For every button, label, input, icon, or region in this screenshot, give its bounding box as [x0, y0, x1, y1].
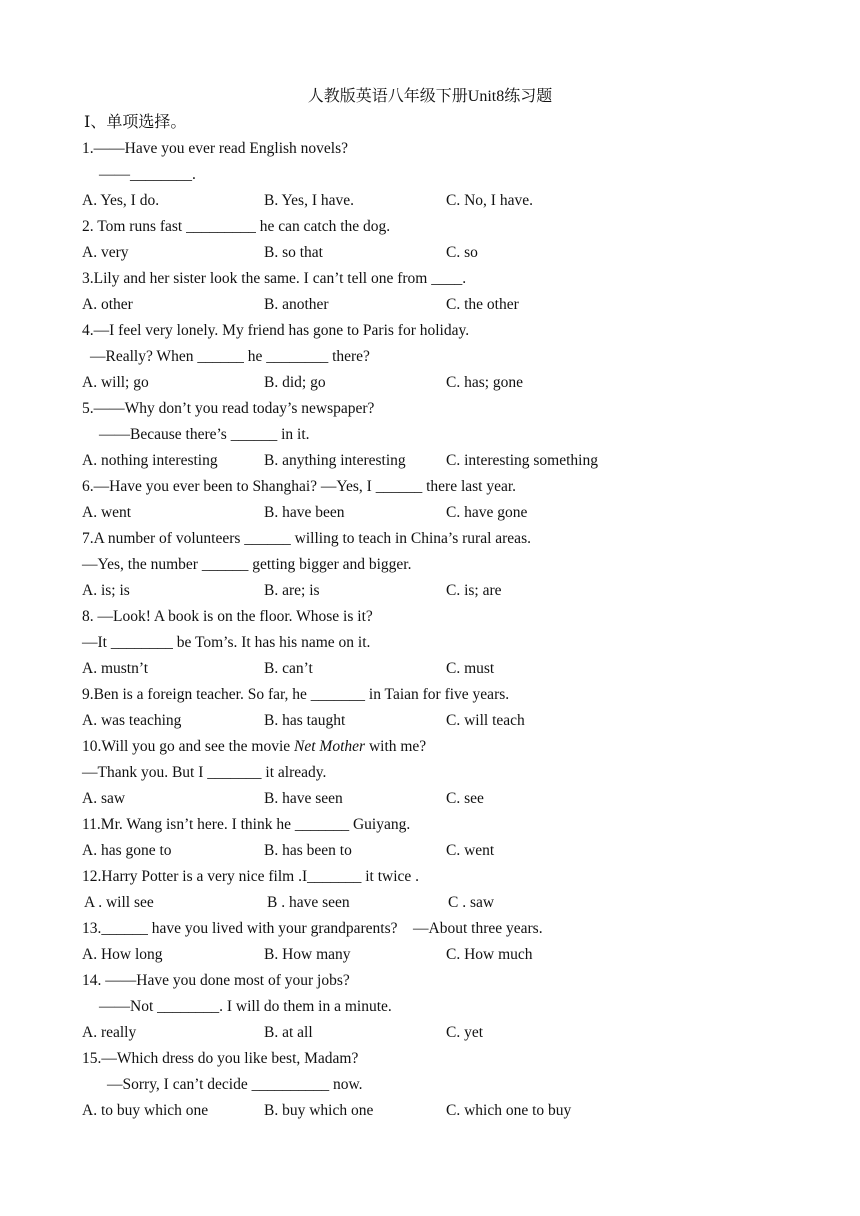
question-7-line-1: 7.A number of volunteers ______ willing to teach in China’s rural areas.	[82, 530, 531, 547]
question-5-line-2: ——Because there’s ______ in it.	[99, 426, 310, 443]
question-13-line-1: 13.______ have you lived with your grandparents? —About three years.	[82, 920, 543, 937]
question-10-option-b: B. have seen	[264, 790, 343, 807]
question-8-option-b: B. can’t	[264, 660, 313, 677]
question-8-line-1: 8. —Look! A book is on the floor. Whose is it?	[82, 608, 373, 625]
question-7-option-c: C. is; are	[446, 582, 502, 599]
question-9-option-c: C. will teach	[446, 712, 525, 729]
question-6-option-b: B. have been	[264, 504, 345, 521]
question-3-option-a: A. other	[82, 296, 133, 313]
question-2-line-1: 2. Tom runs fast _________ he can catch the dog.	[82, 218, 391, 235]
question-12-option-b: B . have seen	[267, 894, 350, 911]
question-2-option-b: B. so that	[264, 244, 323, 261]
question-14-line-2: ——Not ________. I will do them in a minute.	[99, 998, 392, 1015]
question-10-line-1-tail: with me?	[365, 738, 427, 755]
question-14-line-1: 14. ——Have you done most of your jobs?	[82, 972, 350, 989]
question-5-line-1: 5.——Why don’t you read today’s newspaper?	[82, 400, 375, 417]
question-5-option-b: B. anything interesting	[264, 452, 406, 469]
question-15-option-a: A. to buy which one	[82, 1102, 209, 1119]
question-14-option-c: C. yet	[446, 1024, 484, 1041]
question-6-option-a: A. went	[82, 504, 132, 521]
question-7-option-b: B. are; is	[264, 582, 320, 599]
question-4-line-1: 4.—I feel very lonely. My friend has gone to Paris for holiday.	[82, 322, 470, 339]
question-12-option-a: A . will see	[84, 894, 154, 911]
question-9-option-a: A. was teaching	[82, 712, 182, 729]
question-8-option-c: C. must	[446, 660, 495, 677]
question-6-line-1: 6.—Have you ever been to Shanghai? —Yes, I ______ there last year.	[82, 478, 517, 495]
question-15-line-2: —Sorry, I can’t decide __________ now.	[107, 1076, 363, 1093]
question-4-option-b: B. did; go	[264, 374, 326, 391]
question-2-option-c: C. so	[446, 244, 478, 261]
movie-title: Net Mother	[294, 738, 366, 755]
section-heading: Ⅰ、单项选择。	[84, 114, 187, 131]
question-10-line-1	[82, 737, 426, 757]
question-8-option-a: A. mustn’t	[82, 660, 149, 677]
question-3-line-1: 3.Lily and her sister look the same. I can’t tell one from ____.	[82, 270, 467, 287]
question-1-option-a: A. Yes, I do.	[82, 192, 160, 209]
question-13-option-a: A. How long	[82, 946, 163, 963]
question-11-option-a: A. has gone to	[82, 842, 172, 859]
question-10-option-a: A. saw	[82, 790, 126, 807]
question-15-line-1: 15.—Which dress do you like best, Madam?	[82, 1050, 359, 1067]
question-6-option-c: C. have gone	[446, 504, 528, 521]
question-1-option-b: B. Yes, I have.	[264, 192, 354, 209]
page-title: 人教版英语八年级下册Unit8练习题	[307, 88, 553, 105]
question-9-line-1: 9.Ben is a foreign teacher. So far, he _______ in Taian for five years.	[82, 686, 510, 703]
question-14-option-b: B. at all	[264, 1024, 313, 1041]
question-10-line-2: —Thank you. But I _______ it already.	[82, 764, 327, 781]
question-8-line-2: —It ________ be Tom’s. It has his name on it.	[82, 634, 371, 651]
question-3-option-c: C. the other	[446, 296, 519, 313]
question-4-option-c: C. has; gone	[446, 374, 524, 391]
question-11-line-1: 11.Mr. Wang isn’t here. I think he _______ Guiyang.	[82, 816, 411, 833]
question-10-line-1-text: 10.Will you go and see the movie	[82, 738, 295, 755]
question-12-option-c: C . saw	[448, 894, 495, 911]
question-1-line-2: ——________.	[99, 166, 196, 183]
question-2-option-a: A. very	[82, 244, 129, 261]
question-1-line-1: 1.——Have you ever read English novels?	[82, 140, 349, 157]
question-12-line-1: 12.Harry Potter is a very nice film .I_______ it twice .	[82, 868, 420, 885]
question-3-option-b: B. another	[264, 296, 329, 313]
question-11-option-b: B. has been to	[264, 842, 352, 859]
question-4-option-a: A. will; go	[82, 374, 149, 391]
question-15-option-b: B. buy which one	[264, 1102, 374, 1119]
question-5-option-a: A. nothing interesting	[82, 452, 218, 469]
question-13-option-b: B. How many	[264, 946, 351, 963]
question-5-option-c: C. interesting something	[446, 452, 598, 469]
question-14-option-a: A. really	[82, 1024, 137, 1041]
question-10-option-c: C. see	[446, 790, 484, 807]
question-13-option-c: C. How much	[446, 946, 533, 963]
question-11-option-c: C. went	[446, 842, 495, 859]
question-15-option-c: C. which one to buy	[446, 1102, 572, 1119]
question-4-line-2: —Really? When ______ he ________ there?	[90, 348, 370, 365]
question-7-option-a: A. is; is	[82, 582, 130, 599]
question-1-option-c: C. No, I have.	[446, 192, 533, 209]
question-7-line-2: —Yes, the number ______ getting bigger and bigger.	[82, 556, 412, 573]
question-9-option-b: B. has taught	[264, 712, 346, 729]
